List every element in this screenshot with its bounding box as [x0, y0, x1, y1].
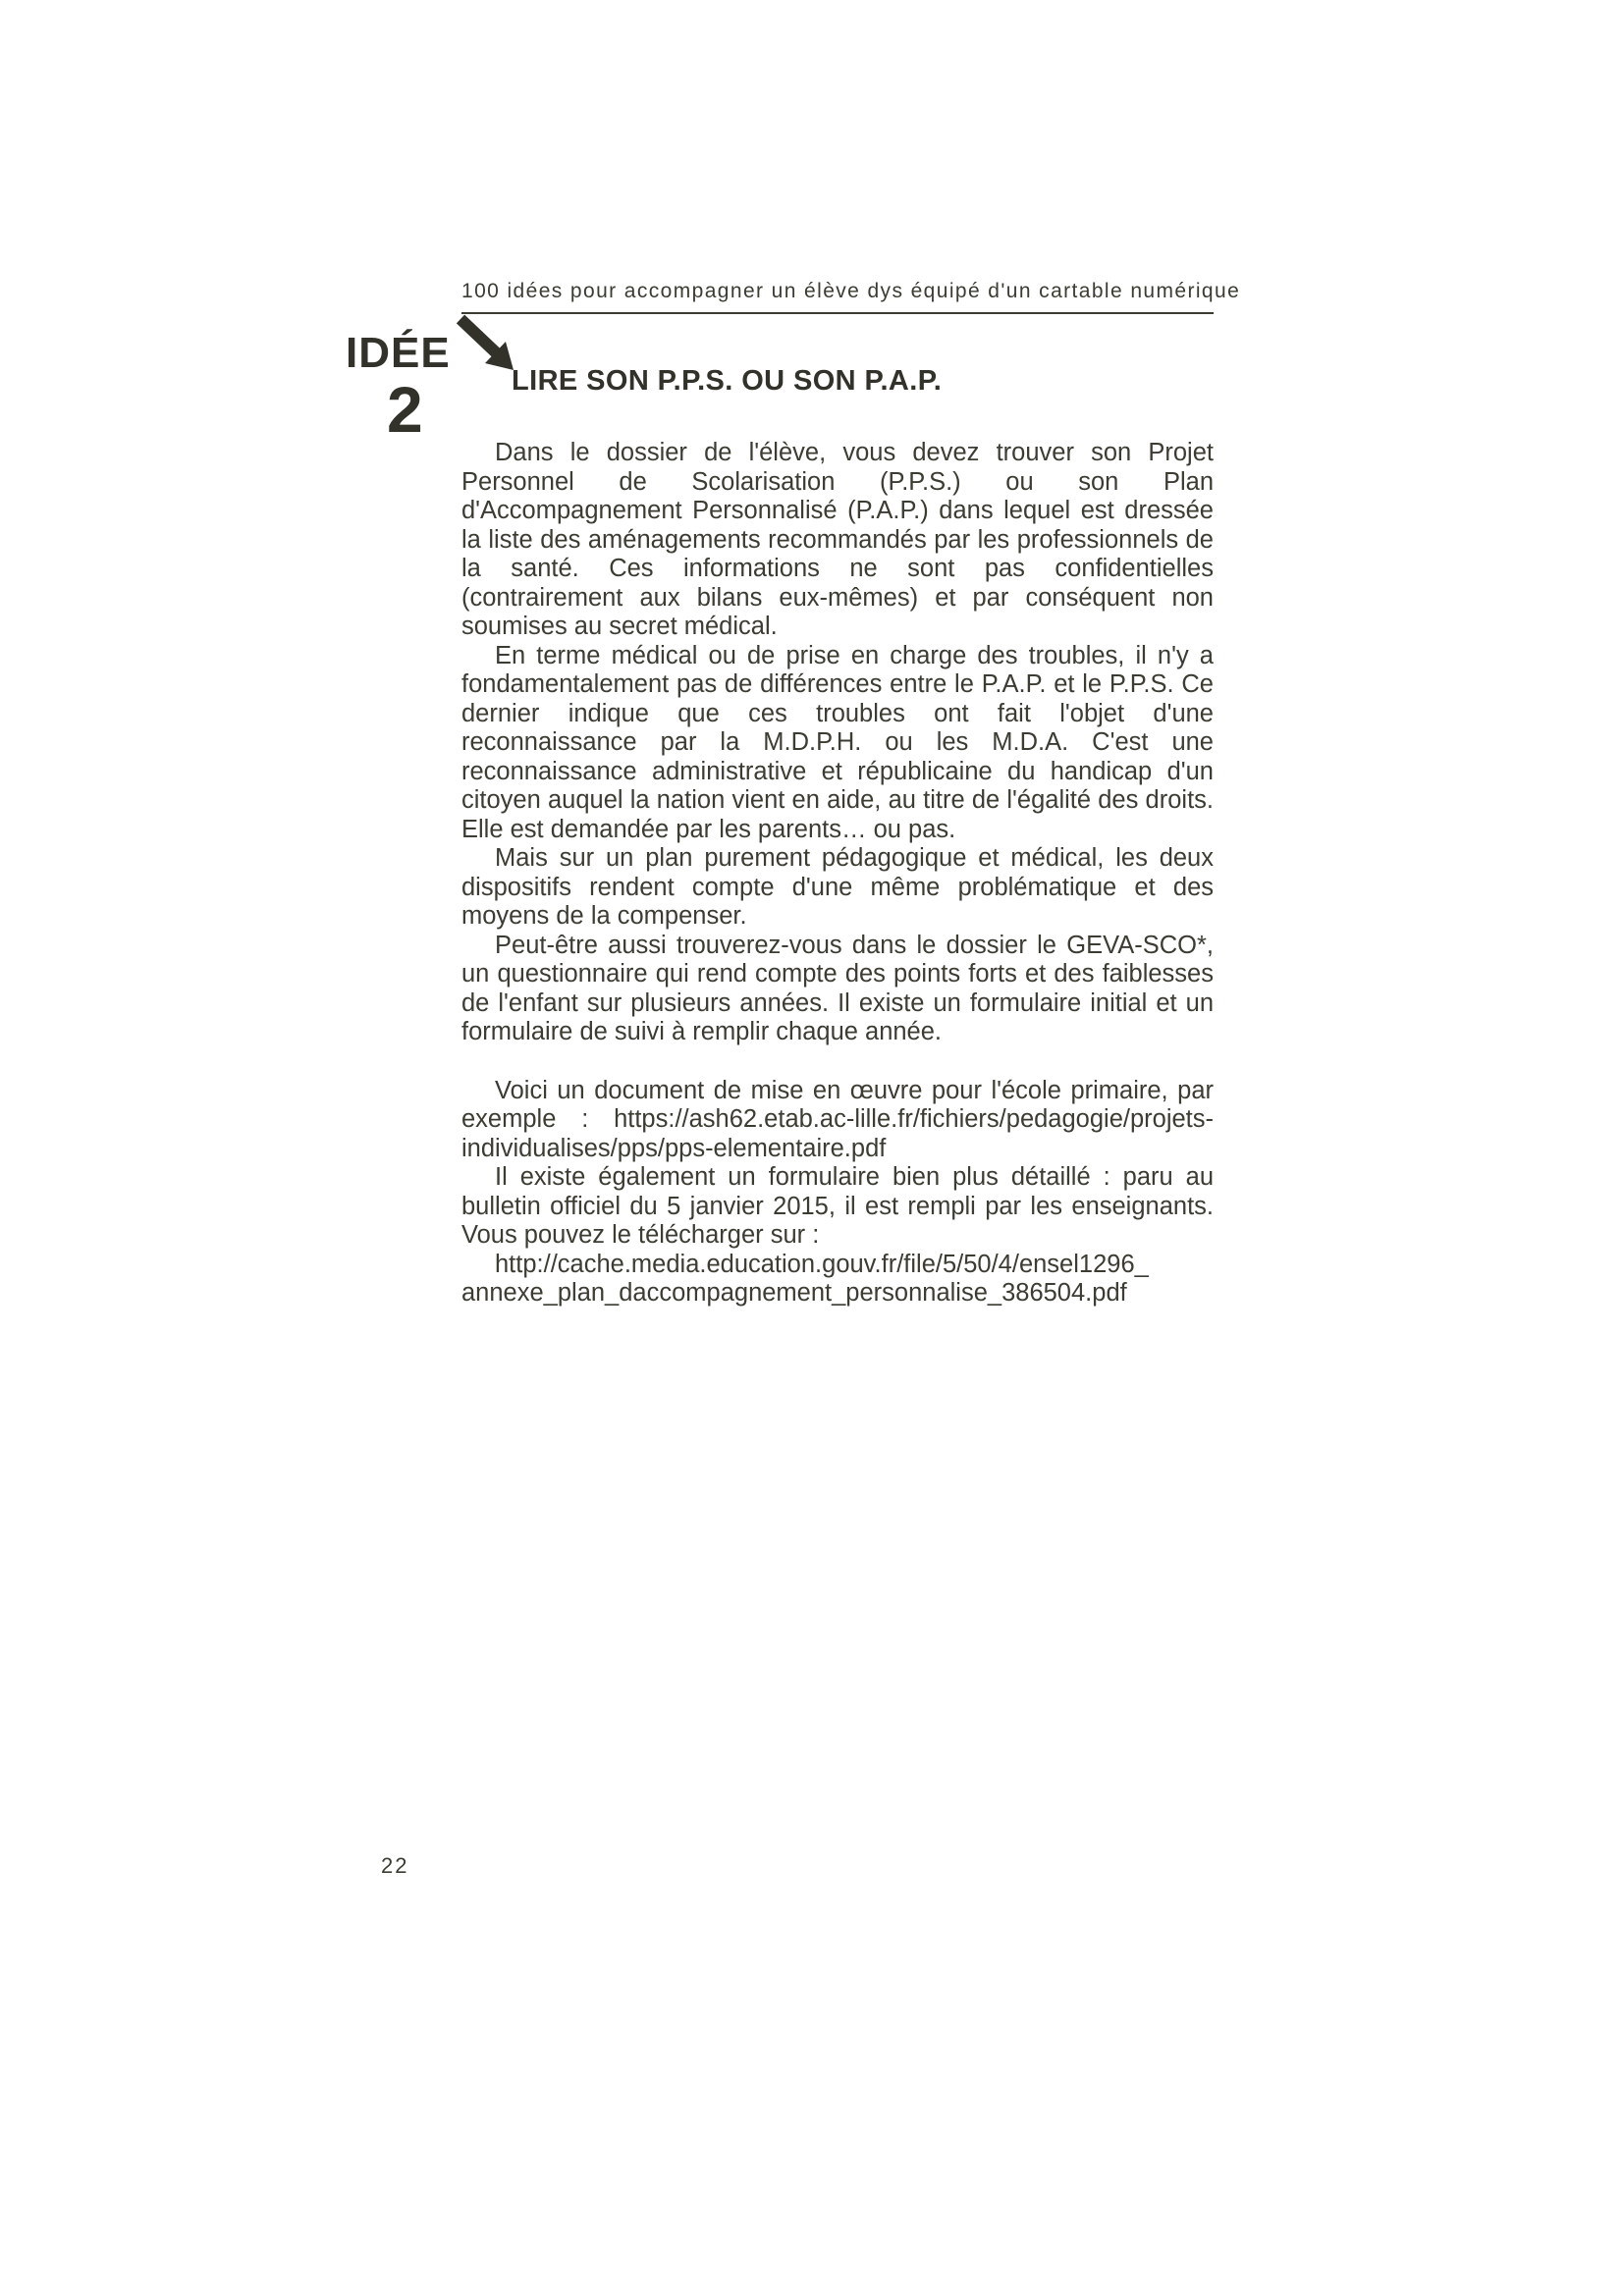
body-paragraph: En terme médical ou de prise en charge des troubles, il n'y a fondamentalement pas de différences entre le P.A.P. et le P.P.S. Ce dernier indique que ces troubles ont fait l'objet d'une reconnaissance par la M.D.P.H. ou les M.D.A. C'est une reconnaissance administrative et républicaine du handicap d'un citoyen auquel la nation vient en aide, au titre de l'égalité des droits. Elle est demandée par les parents… ou pas.: [461, 641, 1214, 843]
body-paragraph: Mais sur un plan purement pédagogique et médical, les deux dispositifs rendent compte d'une même problématique et des moyens de la compenser.: [461, 844, 1214, 930]
page-number: 22: [381, 1853, 409, 1878]
idea-label: IDÉE: [346, 329, 451, 377]
body-paragraph: http://cache.media.education.gouv.fr/file/5/50/4/ensel1296_ annexe_plan_daccompagnement_personnalise_386504.pdf: [461, 1250, 1149, 1307]
body-paragraph: Il existe également un formulaire bien plus détaillé : paru au bulletin officiel du 5 janvier 2015, il est rempli par les enseignants. Vous pouvez le télécharger sur :: [461, 1163, 1214, 1249]
body-text: [461, 439, 1214, 1308]
body-paragraph: Voici un document de mise en œuvre pour l'école primaire, par exemple : https://ash62.etab.ac-lille.fr/fichiers/pedagogie/projets-individualises/pps/pps-elementaire.pdf: [461, 1076, 1214, 1162]
chapter-title: LIRE SON P.P.S. OU SON P.A.P.: [512, 365, 943, 397]
running-header: 100 idées pour accompagner un élève dys équipé d'un cartable numérique: [461, 280, 1241, 302]
body-paragraph: Dans le dossier de l'élève, vous devez trouver son Projet Personnel de Scolarisation (P.P.S.) ou son Plan d'Accompagnement Personnalisé (P.A.P.) dans lequel est dressée la liste des aménagements recommandés par les professionnels de la santé. Ces informations ne sont pas confidentielles (contrairement aux bilans eux-mêmes) et par conséquent non soumises au secret médical.: [461, 439, 1214, 640]
idea-number: 2: [387, 373, 423, 446]
header-rule: [461, 312, 1214, 314]
body-paragraph: Peut-être aussi trouverez-vous dans le dossier le GEVA-SCO*, un questionnaire qui rend compte des points forts et des faiblesses de l'enfant sur plusieurs années. Il existe un formulaire initial et un formulaire de suivi à remplir chaque année.: [461, 931, 1214, 1045]
